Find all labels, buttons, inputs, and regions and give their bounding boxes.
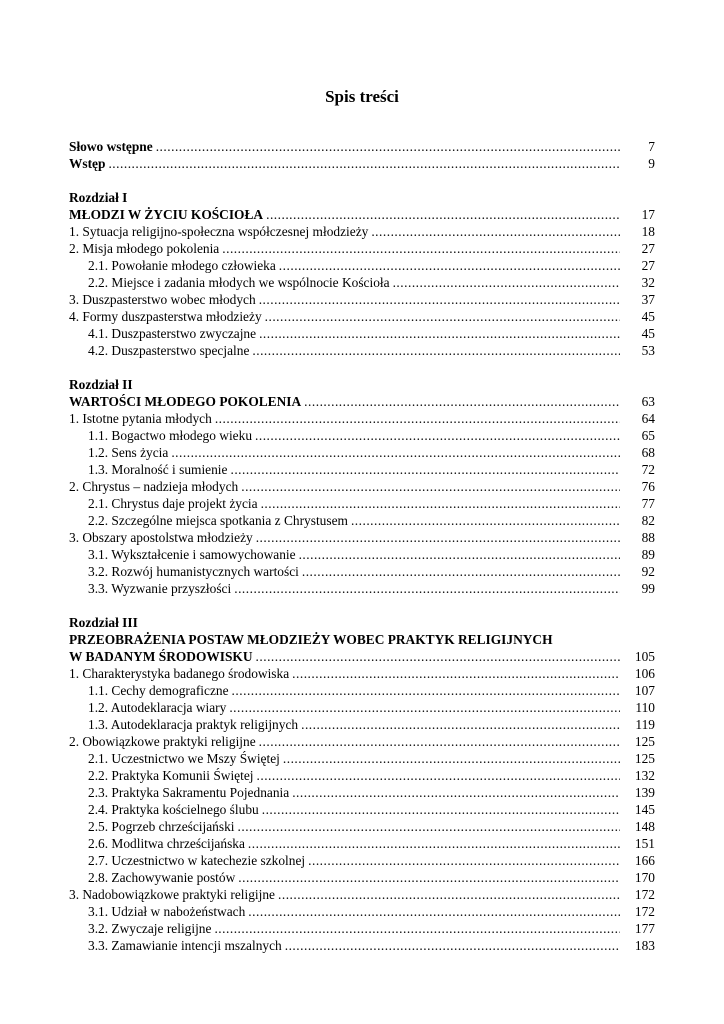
toc-section	[69, 665, 655, 682]
toc-entry-label: 2.1. Powołanie młodego człowieka	[88, 258, 276, 273]
toc-section	[69, 886, 655, 903]
toc-subsection	[69, 801, 655, 818]
toc-entry-label: 1.2. Autodeklaracja wiary	[88, 700, 227, 715]
toc-subsection	[69, 920, 655, 937]
toc-section	[69, 410, 655, 427]
dot-leader	[301, 716, 620, 733]
toc-page-number: 145	[634, 802, 655, 817]
toc-subsection	[69, 257, 655, 274]
dot-leader	[230, 461, 620, 478]
toc-page-number: 68	[641, 445, 655, 460]
dot-leader	[285, 937, 620, 954]
toc-entry-label: 3.1. Wykształcenie i samowychowanie	[88, 547, 296, 562]
toc-entry-label: 2.1. Uczestnictwo we Mszy Świętej	[88, 751, 280, 766]
dot-leader	[283, 750, 620, 767]
toc-entry-label: 2.7. Uczestnictwo w katechezie szkolnej	[88, 853, 306, 868]
toc-page-number: 106	[634, 666, 655, 681]
toc-subsection	[69, 580, 655, 597]
toc-page-number: 148	[634, 819, 655, 834]
chapter-title	[69, 206, 655, 223]
toc-page-number: 65	[641, 428, 655, 443]
toc-page-number: 89	[641, 547, 655, 562]
dot-leader	[238, 869, 620, 886]
toc-entry-label: 1.2. Sens życia	[88, 445, 169, 460]
chapter-title	[69, 648, 655, 665]
toc-entry-label: 1. Charakterystyka badanego środowiska	[69, 666, 290, 681]
toc-entry-label: 4.2. Duszpasterstwo specjalne	[88, 343, 250, 358]
toc-entry-label: 3.3. Zamawianie intencji mszalnych	[88, 938, 282, 953]
toc-subsection	[69, 784, 655, 801]
toc-page-number: 9	[648, 156, 655, 171]
toc-entry-label: Wstęp	[69, 156, 106, 171]
toc-entry-label: 3.2. Zwyczaje religijne	[88, 921, 212, 936]
dot-leader	[257, 767, 620, 784]
toc-entry-label: 2.1. Chrystus daje projekt życia	[88, 496, 258, 511]
dot-leader	[261, 495, 620, 512]
toc-page-number: 172	[634, 904, 655, 919]
toc-page-number: 63	[641, 394, 655, 409]
toc-page-number: 17	[641, 207, 655, 222]
dot-leader	[256, 648, 620, 665]
toc-page-number: 76	[641, 479, 655, 494]
dot-leader	[255, 427, 620, 444]
toc-page-number: 77	[641, 496, 655, 511]
toc-entry-label: 3. Obszary apostolstwa młodzieży	[69, 530, 253, 545]
toc-entry-label: 3.3. Wyzwanie przyszłości	[88, 581, 232, 596]
toc-page-number: 45	[641, 309, 655, 324]
toc-entry-label: 4. Formy duszpasterstwa młodzieży	[69, 309, 262, 324]
dot-leader	[241, 478, 620, 495]
toc-subsection	[69, 444, 655, 461]
toc-page-number: 45	[641, 326, 655, 341]
toc-subsection	[69, 495, 655, 512]
dot-leader	[351, 512, 620, 529]
toc-section	[69, 733, 655, 750]
dot-leader	[248, 903, 620, 920]
dot-leader	[238, 818, 620, 835]
toc-subsection	[69, 342, 655, 359]
dot-leader	[371, 223, 620, 240]
spacer	[69, 597, 655, 614]
toc-page-number: 105	[634, 649, 655, 664]
dot-leader	[265, 308, 620, 325]
dot-leader	[248, 835, 620, 852]
spacer	[69, 172, 655, 189]
toc-page-number: 82	[641, 513, 655, 528]
chapter-title-line: PRZEOBRAŻENIA POSTAW MŁODZIEŻY WOBEC PRAKTYK RELIGIJNYCH	[69, 632, 553, 647]
toc-subsection	[69, 937, 655, 954]
toc-page-number: 92	[641, 564, 655, 579]
chapter-title	[69, 393, 655, 410]
toc-subsection	[69, 835, 655, 852]
toc-subsection	[69, 682, 655, 699]
toc-page-number: 18	[641, 224, 655, 239]
toc-subsection	[69, 716, 655, 733]
toc-entry-label: 2.5. Pogrzeb chrześcijański	[88, 819, 235, 834]
toc-subsection	[69, 427, 655, 444]
dot-leader	[292, 665, 620, 682]
toc-page-number: 72	[641, 462, 655, 477]
dot-leader	[262, 801, 620, 818]
toc-front-entry	[69, 155, 655, 172]
dot-leader	[108, 155, 620, 172]
chapter-label: Rozdział III	[69, 615, 138, 630]
toc-page-number: 37	[641, 292, 655, 307]
toc-page-number: 27	[641, 258, 655, 273]
toc-subsection	[69, 325, 655, 342]
toc-entry-label: 2.8. Zachowywanie postów	[88, 870, 236, 885]
toc-section	[69, 529, 655, 546]
toc-subsection	[69, 852, 655, 869]
toc-page-number: 107	[634, 683, 655, 698]
dot-leader	[156, 138, 620, 155]
dot-leader	[214, 920, 620, 937]
toc-subsection	[69, 546, 655, 563]
toc-section	[69, 478, 655, 495]
toc-entry-label: 2.4. Praktyka kościelnego ślubu	[88, 802, 259, 817]
toc-entry-label: 1. Istotne pytania młodych	[69, 411, 212, 426]
dot-leader	[232, 682, 620, 699]
toc-page-number: 53	[641, 343, 655, 358]
dot-leader	[299, 546, 620, 563]
toc-subsection	[69, 818, 655, 835]
toc-subsection	[69, 274, 655, 291]
toc-section	[69, 291, 655, 308]
toc-entry-label: 3. Nadobowiązkowe praktyki religijne	[69, 887, 276, 902]
toc-page-number: 64	[641, 411, 655, 426]
toc-page-number: 125	[634, 734, 655, 749]
toc-page-number: 32	[641, 275, 655, 290]
toc-entry-label: 1.1. Bogactwo młodego wieku	[88, 428, 253, 443]
spacer	[69, 359, 655, 376]
toc-entry-label: 2. Chrystus – nadzieja młodych	[69, 479, 239, 494]
dot-leader	[259, 325, 620, 342]
chapter-label: Rozdział I	[69, 190, 128, 205]
dot-leader	[171, 444, 620, 461]
toc-entry-label: 2.2. Szczególne miejsca spotkania z Chrystusem	[88, 513, 348, 528]
toc-entry-label: Słowo wstępne	[69, 139, 153, 154]
toc-entry-label: 2.6. Modlitwa chrześcijańska	[88, 836, 245, 851]
toc-entry-label: 1.3. Autodeklaracja praktyk religijnych	[88, 717, 299, 732]
toc-subsection	[69, 903, 655, 920]
toc-page-number: 119	[635, 717, 655, 732]
toc-subsection	[69, 750, 655, 767]
toc-entry-label: 4.1. Duszpasterstwo zwyczajne	[88, 326, 257, 341]
toc-page-number: 170	[634, 870, 655, 885]
dot-leader	[302, 563, 620, 580]
dot-leader	[256, 529, 620, 546]
dot-leader	[308, 852, 620, 869]
toc-entry-label: WARTOŚCI MŁODEGO POKOLENIA	[69, 394, 302, 409]
toc-entry-label: 2.2. Miejsce i zadania młodych we wspólnocie Kościoła	[88, 275, 390, 290]
dot-leader	[393, 274, 620, 291]
toc-entry-label: 1. Sytuacja religijno-społeczna współczesnej młodzieży	[69, 224, 369, 239]
dot-leader	[229, 699, 620, 716]
toc-entry-label: 1.1. Cechy demograficzne	[88, 683, 229, 698]
toc-section	[69, 223, 655, 240]
toc-page-number: 7	[648, 139, 655, 154]
toc-page-number: 88	[641, 530, 655, 545]
toc-section	[69, 308, 655, 325]
toc-page-number: 132	[634, 768, 655, 783]
dot-leader	[215, 410, 620, 427]
toc-page-number: 151	[634, 836, 655, 851]
toc-page-number: 166	[634, 853, 655, 868]
dot-leader	[304, 393, 620, 410]
toc-entry-label: W BADANYM ŚRODOWISKU	[69, 649, 253, 664]
toc-front-entry	[69, 138, 655, 155]
toc-subsection	[69, 512, 655, 529]
dot-leader	[279, 257, 620, 274]
dot-leader	[266, 206, 620, 223]
toc-page-number: 27	[641, 241, 655, 256]
table-of-contents	[69, 138, 655, 954]
toc-page-number: 99	[641, 581, 655, 596]
dot-leader	[234, 580, 620, 597]
toc-subsection	[69, 699, 655, 716]
toc-page-number: 172	[634, 887, 655, 902]
toc-entry-label: 2.3. Praktyka Sakramentu Pojednania	[88, 785, 290, 800]
toc-entry-label: 3.1. Udział w nabożeństwach	[88, 904, 246, 919]
toc-entry-label: 2.2. Praktyka Komunii Świętej	[88, 768, 254, 783]
toc-entry-label: 2. Misja młodego pokolenia	[69, 241, 220, 256]
dot-leader	[259, 733, 620, 750]
toc-page-number: 183	[634, 938, 655, 953]
dot-leader	[252, 342, 620, 359]
toc-entry-label: 3. Duszpasterstwo wobec młodych	[69, 292, 256, 307]
toc-entry-label: 2. Obowiązkowe praktyki religijne	[69, 734, 256, 749]
toc-page-number: 139	[634, 785, 655, 800]
toc-page-number: 125	[634, 751, 655, 766]
dot-leader	[278, 886, 620, 903]
toc-subsection	[69, 767, 655, 784]
page-title: Spis treści	[325, 87, 399, 106]
dot-leader	[259, 291, 620, 308]
chapter-label: Rozdział II	[69, 377, 133, 392]
toc-subsection	[69, 461, 655, 478]
dot-leader	[222, 240, 620, 257]
toc-entry-label: 1.3. Moralność i sumienie	[88, 462, 228, 477]
toc-subsection	[69, 563, 655, 580]
dot-leader	[292, 784, 620, 801]
toc-entry-label: 3.2. Rozwój humanistycznych wartości	[88, 564, 299, 579]
toc-page-number: 110	[635, 700, 655, 715]
toc-subsection	[69, 869, 655, 886]
toc-page-number: 177	[634, 921, 655, 936]
toc-section	[69, 240, 655, 257]
toc-entry-label: MŁODZI W ŻYCIU KOŚCIOŁA	[69, 207, 264, 222]
